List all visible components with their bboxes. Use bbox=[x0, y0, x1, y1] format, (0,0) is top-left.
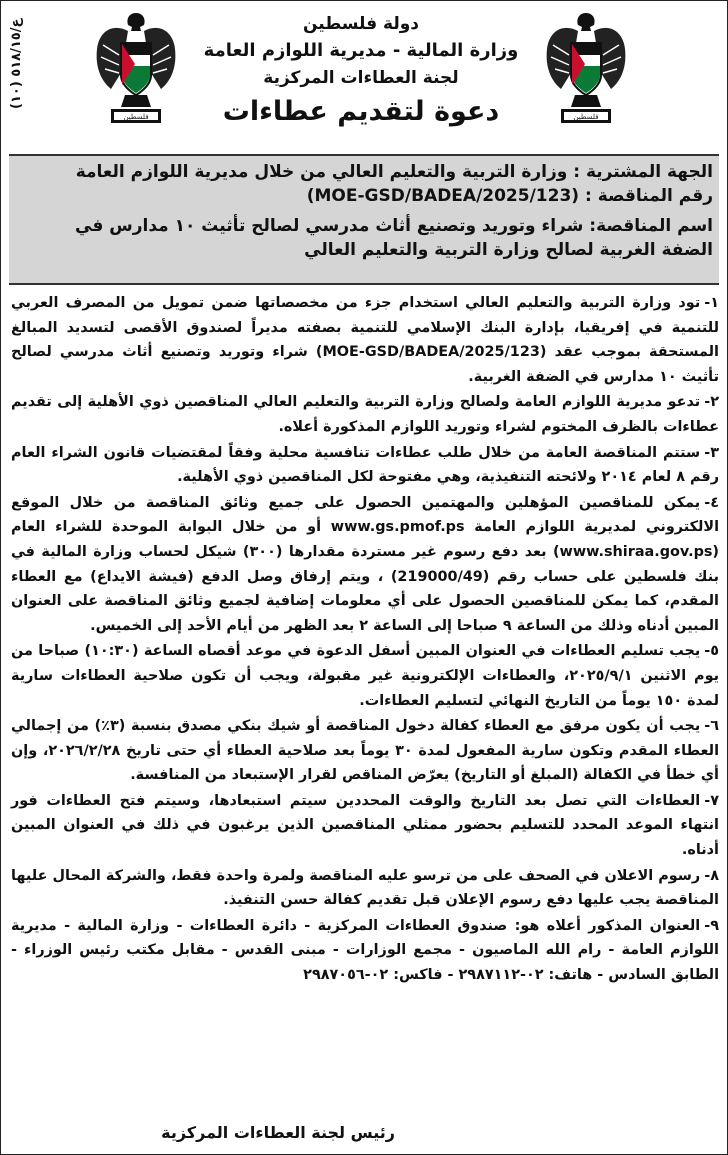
palestine-emblem-left-icon bbox=[91, 9, 181, 134]
clause-number: ٥- bbox=[704, 643, 720, 660]
clause-number: ٩- bbox=[704, 917, 719, 934]
clause-2 bbox=[11, 390, 719, 439]
clause-4 bbox=[11, 491, 719, 639]
shiraa-portal-link[interactable]: (www.shiraa.gov.ps) bbox=[552, 543, 720, 560]
clause-text: رسوم الاعلان في الصحف على من ترسو عليه المناقصة ولمرة واحدة فقط، والشركة المحال عليها المناقصة يجب عليها دفع رسوم الإعلان قبل تقديم كفالة حسن التنفيذ. bbox=[11, 867, 719, 909]
clause-number: ٧- bbox=[704, 792, 719, 809]
clause-text: يجب تسليم العطاءات في العنوان المبين أسفل الدعوة في موعد أقصاه الساعة (١٠:٣٠) صباحا من يوم الاثنين ٢٠٢٥/٩/١، والعطاءات الإلكترونية غير مقبولة، ويجب أن تكون صلاحية العطاءات سارية لمدة ١٥٠ يوماً من التاريخ النهائي لتسليم العطاءات. bbox=[11, 643, 719, 709]
clause-7 bbox=[11, 789, 719, 863]
palestine-emblem-right-icon bbox=[541, 9, 631, 134]
tender-name-line-1: اسم المناقصة: شراء وتوريد وتصنيع أثاث مدرسي لصالح تأثيث ١٠ مدارس في bbox=[75, 216, 713, 236]
clause-text: تود وزارة التربية والتعليم العالي استخدام جزء من مخصصاتها ضمن تمويل من المصرف العربي للتنمية في إفريقيا، بإدارة البنك الإسلامي للتنمية بصفته مديراً لصندوق الأقصى لتسديد المبالغ المستحقة بموجب عقد (MOE-GSD/BADEA/2025/123) شراء وتوريد وتصنيع أثاث مدرسي لصالح تأثيث ١٠ مدارس في الضفة الغربية. bbox=[11, 295, 719, 385]
clause-text: أو من خلال البوابة الموحدة للشراء العام bbox=[11, 519, 322, 536]
tender-number-label: رقم المناقصة : bbox=[584, 186, 713, 206]
tender-number: (MOE-GSD/BADEA/2025/123) bbox=[306, 186, 580, 206]
state-name: دولة فلسطين bbox=[302, 14, 420, 34]
clause-text: تدعو مديرية اللوازم العامة ولصالح وزارة التربية والتعليم العالي المناقصين ذوي الأهلية إلى تقديم عطاءات بالظرف المختوم لشراء وتوريد اللوازم المذكورة أعلاه. bbox=[11, 394, 719, 435]
clause-number: ٢- bbox=[704, 394, 719, 411]
clause-number: ١- bbox=[704, 295, 719, 311]
tender-number-line bbox=[15, 184, 713, 208]
clause-number: ٤- bbox=[704, 494, 719, 511]
pmof-website-link[interactable]: www.gs.pmof.ps bbox=[330, 519, 465, 536]
clause-text: بعد دفع رسوم غير مستردة مقدارها (٣٠٠) شيكل لحساب وزارة المالية في بنك فلسطين على حساب رقم (219000/49) ، ويتم إرفاق وصل الدفع (فيشة الايداع) مع العطاء المقدم، كما يمكن للمناقصين الحصول على أي معلومات إضافية لجميع وثائق المناقصة على العنوان المبين أدناه وذلك من الساعة ٩ صباحا إلى الساعة ٢ بعد الظهر من أيام الأحد إلى الخميس. bbox=[11, 543, 719, 634]
signature-line: رئيس لجنة العطاءات المركزية bbox=[161, 1123, 395, 1142]
clause-number: ٨- bbox=[704, 867, 719, 884]
notice-header bbox=[181, 11, 541, 131]
clause-number: ٦- bbox=[704, 718, 720, 735]
clause-6 bbox=[11, 714, 719, 788]
clause-5 bbox=[11, 639, 719, 713]
clause-3 bbox=[11, 441, 719, 490]
clause-8 bbox=[11, 864, 719, 913]
clause-text: العنوان المذكور أعلاه هو: صندوق العطاءات المركزية - دائرة العطاءات - وزارة المالية - مديرية اللوازم العامة - رام الله الماصيون - مجمع الوزارات - مبنى القدس - مقابل مكتب رئيس الوزراء - الطابق السادس - هاتف: ٠٢-٢٩٨٧١١٢ - فاكس: ٠٢-٢٩٨٧٠٥٦ bbox=[11, 917, 719, 984]
clause-1 bbox=[11, 291, 719, 389]
tender-name-line-2: الضفة الغربية لصالح وزارة التربية والتعليم العالي bbox=[304, 240, 713, 260]
ministry-name: وزارة المالية - مديرية اللوازم العامة bbox=[203, 40, 519, 61]
emblem-caption-right: فلسطين bbox=[573, 113, 599, 121]
notice-body bbox=[11, 291, 719, 989]
notice-title: دعوة لتقديم عطاءات bbox=[222, 96, 500, 127]
tender-summary-box bbox=[9, 154, 719, 285]
clause-text: العطاءات التي تصل بعد التاريخ والوقت المحددين سيتم استبعادها، وسيتم فتح العطاءات فور انتهاء الموعد المحدد للتسليم بحضور ممثلي المناقصين الذين يرغبون في ذلك في العنوان المبين أدناه. bbox=[11, 792, 719, 859]
reference-number: ع/٥١٨/١٥ (١٠) bbox=[9, 18, 24, 110]
clause-text: يمكن للمناقصين المؤهلين والمهتمين الحصول على جميع وثائق المناقصة من خلال الموقع الالكتروني لمديرية اللوازم العامة bbox=[11, 494, 720, 536]
buyer-line: الجهة المشترية : وزارة التربية والتعليم العالي من خلال مديرية اللوازم العامة bbox=[75, 162, 713, 182]
clause-text: يجب أن يكون مرفق مع العطاء كفالة دخول المناقصة أو شيك بنكي مصدق بنسبة (٣٪) من إجمالي العطاء المقدم وتكون سارية المفعول لمدة ٣٠ يوماً بعد صلاحية العطاء أي حتى تاريخ ٢٠٢٦/٢/٢٨، وإن أي خطأ في الكفالة (المبلغ أو التاريخ) يعرّض المناقص لقرار الإستبعاد من المنافسة. bbox=[11, 718, 720, 784]
clause-text: ستتم المناقصة العامة من خلال طلب عطاءات تنافسية محلية وفقاً لمقتضيات قانون الشراء العام رقم ٨ لعام ٢٠١٤ ولائحته التنفيذية، وهي مفتوحة لكل المناقصين ذوي الأهلية. bbox=[11, 444, 719, 486]
committee-name: لجنة العطاءات المركزية bbox=[263, 68, 459, 88]
emblem-caption-left: فلسطين bbox=[123, 113, 149, 121]
clause-number: ٣- bbox=[704, 444, 719, 461]
clause-9 bbox=[11, 914, 719, 988]
